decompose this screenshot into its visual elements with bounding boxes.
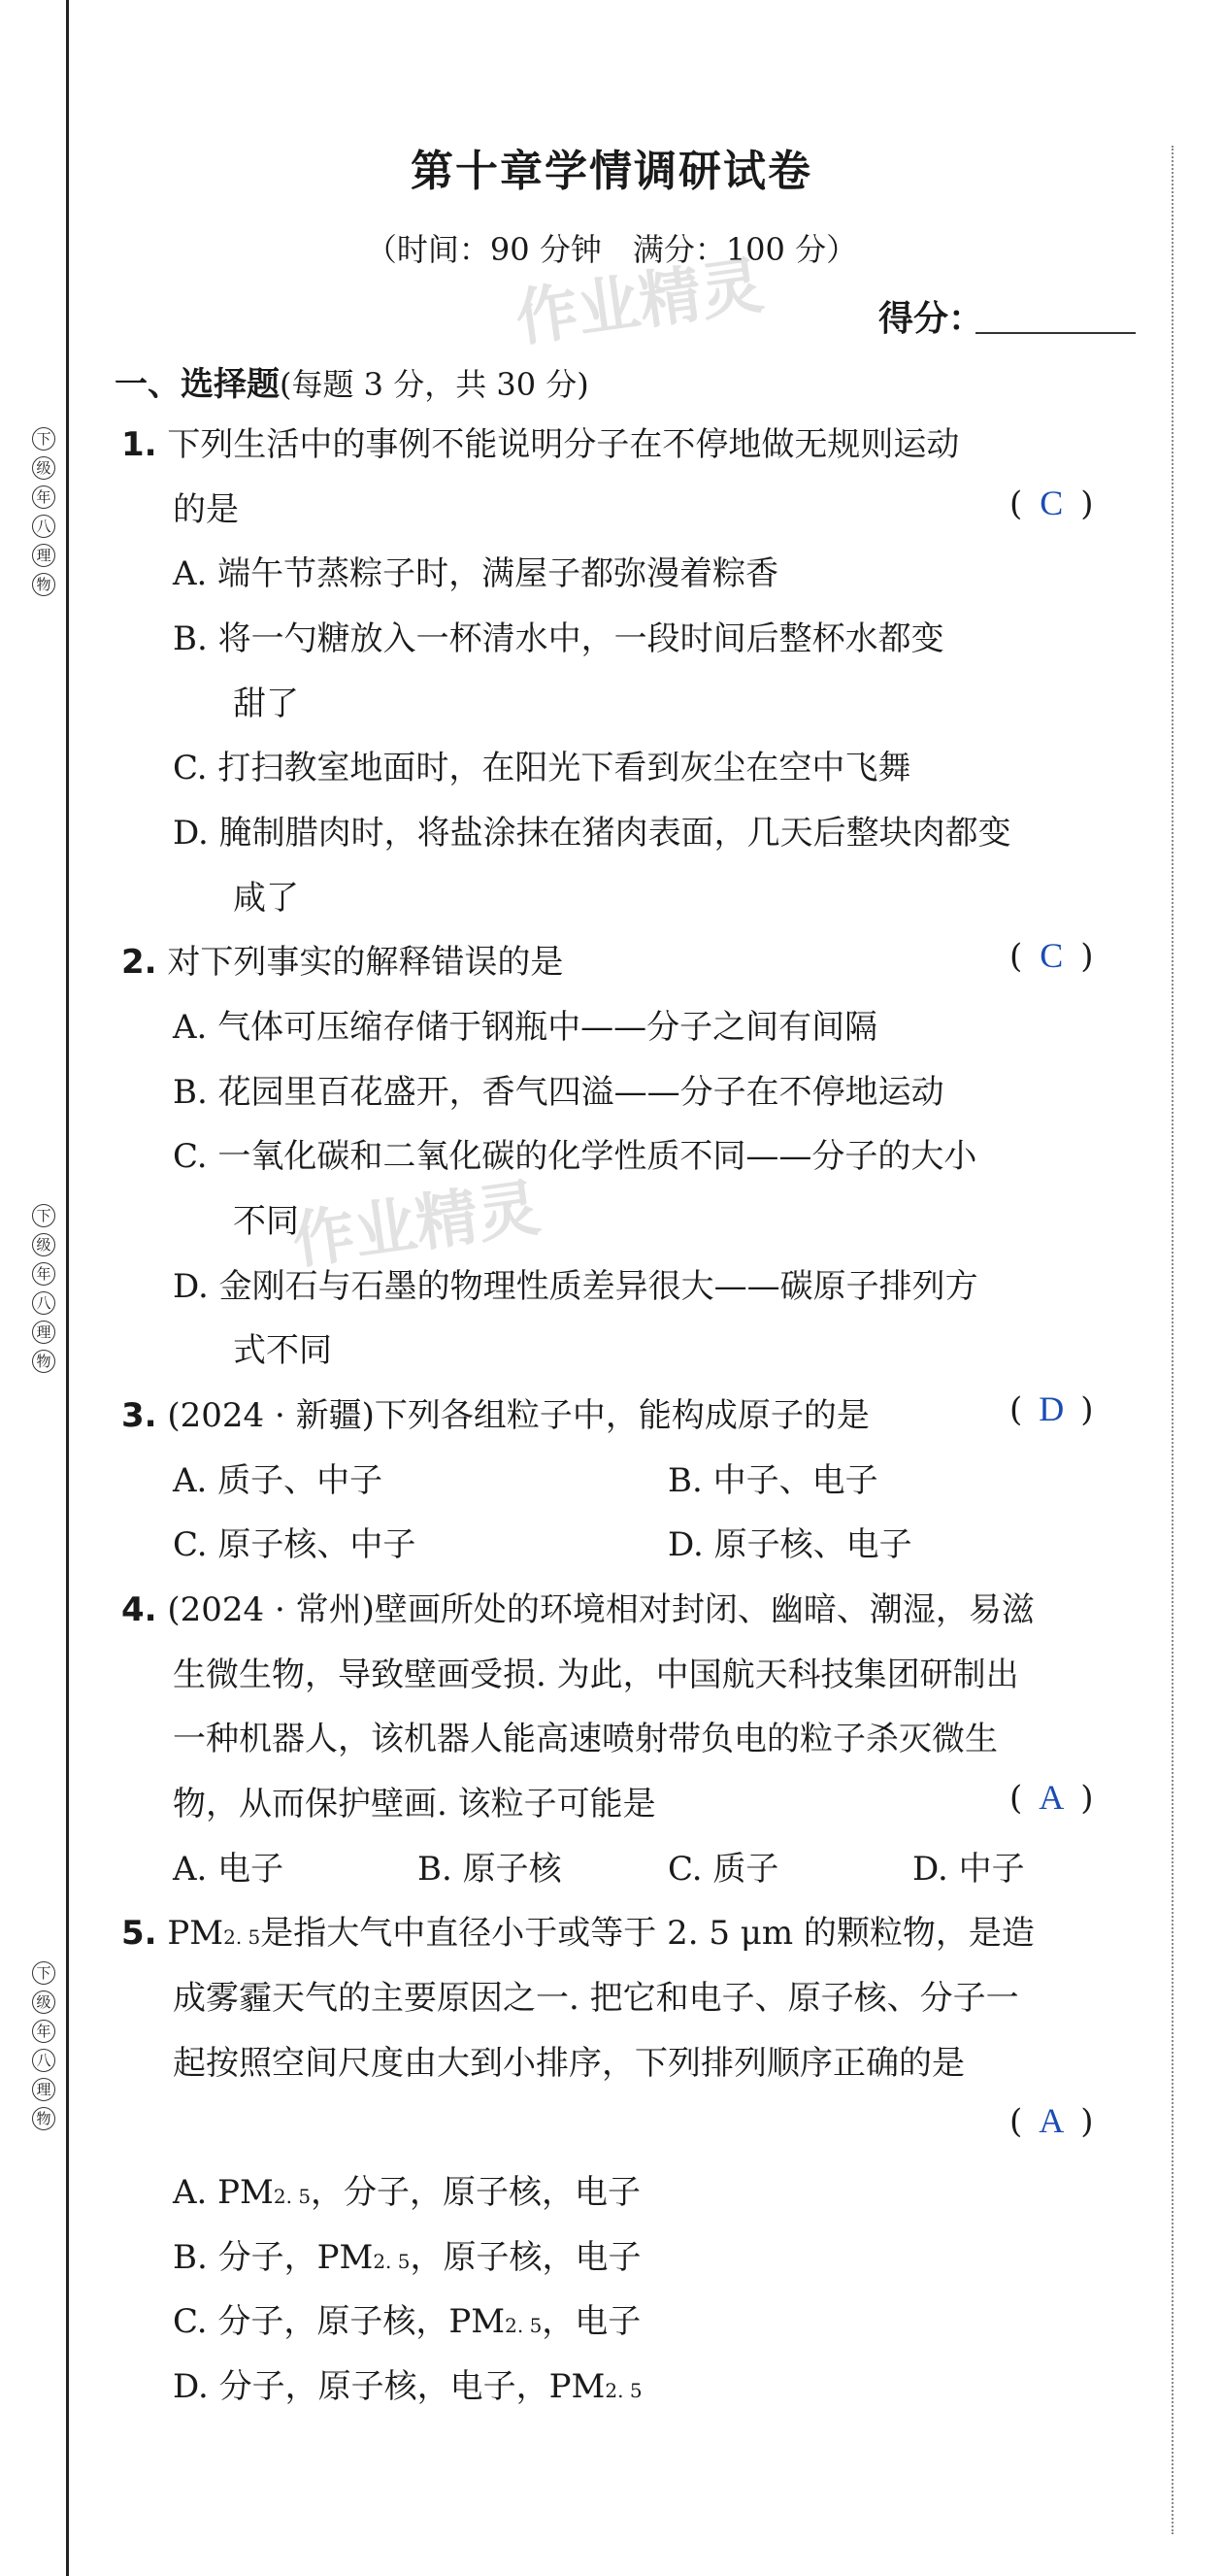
side-char: 下 — [32, 1961, 55, 1985]
question-number: 5. — [121, 1914, 157, 1953]
side-char: 级 — [32, 456, 55, 480]
side-char: 八 — [32, 2049, 55, 2072]
paren: ) — [1080, 1390, 1094, 1429]
side-char: 理 — [32, 544, 55, 567]
option: A. 质子、中子 — [173, 1461, 383, 1500]
option — [173, 2165, 641, 2213]
pm-symbol: PM — [316, 2238, 374, 2277]
stem-text: (2024 · 新疆)下列各组粒子中，能构成原子的是 — [167, 1396, 870, 1435]
side-char: 级 — [32, 1233, 55, 1256]
side-char: 物 — [32, 573, 55, 596]
score-blank[interactable] — [975, 332, 1136, 334]
option-text: B. 分子， — [173, 2238, 317, 2277]
side-char: 物 — [32, 2107, 55, 2130]
option: D. 中子 — [912, 1850, 1025, 1889]
option: B. 原子核 — [417, 1850, 562, 1889]
paren: ) — [1080, 485, 1094, 523]
paren: ( — [1009, 1779, 1023, 1818]
answer-letter: C — [1040, 936, 1064, 975]
question-number: 1. — [121, 425, 157, 464]
stem-text: 成雾霾天气的主要原因之一. 把它和电子、原子核、分子一 — [173, 1979, 1019, 2018]
option: D. 金刚石与石墨的物理性质差异很大——碳原子排列方 — [173, 1267, 978, 1306]
option-continued: 不同 — [233, 1202, 299, 1241]
answer-letter: A — [1039, 1778, 1065, 1817]
option-text: A. — [173, 2173, 218, 2212]
paren: ( — [1009, 937, 1023, 976]
pm-symbol: PM — [217, 2173, 274, 2212]
option: A. 气体可压缩存储于钢瓶中——分子之间有间隔 — [173, 1008, 878, 1047]
section-title: 一、选择题 — [115, 365, 280, 404]
answer-letter: C — [1040, 484, 1064, 522]
question-stem — [121, 1906, 1035, 1954]
watermark: 作业精灵 — [511, 250, 768, 356]
stem-text: 一种机器人，该机器人能高速喷射带负电的粒子杀灭微生 — [173, 1720, 998, 1758]
pm-subscript: 2. 5 — [223, 1925, 261, 1949]
answer-slot — [1009, 483, 1094, 523]
option-text: C. 分子，原子核， — [173, 2302, 449, 2341]
pm-subscript: 2. 5 — [505, 2314, 543, 2337]
question-stem — [121, 1583, 1035, 1630]
side-char: 理 — [32, 1321, 55, 1344]
pm-symbol: PM — [448, 2302, 506, 2341]
paren: ) — [1080, 937, 1094, 976]
section-note: (每题 3 分，共 30 分) — [280, 366, 589, 403]
answer-slot — [1009, 1777, 1094, 1818]
side-label-middle — [29, 1204, 58, 1373]
option: C. 一氧化碳和二氧化碳的化学性质不同——分子的大小 — [173, 1137, 977, 1176]
stem-text: 下列生活中的事例不能说明分子在不停地做无规则运动 — [167, 425, 960, 464]
option-continued: 式不同 — [233, 1331, 332, 1370]
pm-subscript: 2. 5 — [373, 2250, 411, 2273]
option: D. 原子核、电子 — [668, 1525, 912, 1564]
section-heading — [115, 357, 589, 405]
score-label: 得分： — [878, 299, 984, 339]
question-number: 2. — [121, 943, 157, 982]
answer-slot — [1009, 1388, 1094, 1429]
answer-slot — [1009, 2100, 1094, 2141]
cut-line — [1172, 146, 1173, 2534]
side-label-top — [29, 427, 58, 596]
side-char: 级 — [32, 1991, 55, 2014]
pm-symbol: PM — [548, 2367, 606, 2406]
option: B. 将一勺糖放入一杯清水中，一段时间后整杯水都变 — [173, 619, 944, 658]
stem-text: 的是 — [173, 490, 239, 529]
side-char: 年 — [32, 485, 55, 509]
side-char: 年 — [32, 2020, 55, 2043]
option — [173, 2294, 641, 2342]
side-char: 下 — [32, 1204, 55, 1227]
answer-slot — [1009, 935, 1094, 976]
option — [173, 2359, 643, 2407]
paren: ) — [1080, 2102, 1094, 2141]
question-stem — [121, 418, 959, 465]
question-stem — [121, 1388, 870, 1436]
paren: ( — [1009, 485, 1023, 523]
option-continued: 咸了 — [233, 879, 299, 918]
stem-text: (2024 · 常州)壁画所处的环境相对封闭、幽暗、潮湿，易滋 — [167, 1590, 1035, 1629]
question-number: 4. — [121, 1590, 157, 1629]
side-char: 八 — [32, 1291, 55, 1315]
option: C. 打扫教室地面时，在阳光下看到灰尘在空中飞舞 — [173, 749, 911, 787]
option-text: ，电子 — [542, 2302, 642, 2341]
option: D. 腌制腊肉时，将盐涂抹在猪肉表面，几天后整块肉都变 — [173, 814, 1011, 853]
stem-text: 物，从而保护壁画. 该粒子可能是 — [173, 1785, 656, 1823]
stem-text: 起按照空间尺度由大到小排序，下列排列顺序正确的是 — [173, 2044, 965, 2083]
pm-subscript: 2. 5 — [273, 2185, 312, 2208]
option: A. 电子 — [173, 1850, 284, 1889]
option: C. 原子核、中子 — [173, 1525, 416, 1564]
side-char: 八 — [32, 515, 55, 538]
side-char: 下 — [32, 427, 55, 451]
paren: ( — [1009, 2102, 1023, 2141]
side-char: 理 — [32, 2078, 55, 2101]
side-char: 物 — [32, 1350, 55, 1373]
option: B. 花园里百花盛开，香气四溢——分子在不停地运动 — [173, 1073, 944, 1112]
exam-title: 第十章学情调研试卷 — [411, 147, 812, 196]
question-number: 3. — [121, 1396, 157, 1435]
exam-subtitle: （时间：90 分钟 满分：100 分） — [365, 231, 858, 268]
paren: ( — [1009, 1390, 1023, 1429]
stem-text: 生微生物，导致壁画受损. 为此，中国航天科技集团研制出 — [173, 1656, 1019, 1694]
pm-subscript: 2. 5 — [605, 2379, 643, 2402]
option: C. 质子 — [668, 1850, 779, 1889]
option-text: ，原子核，电子 — [410, 2238, 642, 2277]
option-text: ，分子，原子核，电子 — [311, 2173, 642, 2212]
paren: ) — [1080, 1779, 1094, 1818]
option: A. 端午节蒸粽子时，满屋子都弥漫着粽香 — [173, 554, 779, 593]
side-char: 年 — [32, 1262, 55, 1286]
watermark: 作业精灵 — [287, 1172, 545, 1279]
answer-letter: A — [1039, 2101, 1065, 2140]
side-label-bottom — [29, 1961, 58, 2130]
option-continued: 甜了 — [233, 685, 299, 723]
answer-letter: D — [1039, 1389, 1065, 1428]
option — [173, 2230, 641, 2278]
option: B. 中子、电子 — [668, 1461, 878, 1500]
stem-text: 对下列事实的解释错误的是 — [167, 943, 564, 982]
question-stem — [121, 935, 563, 983]
option-text: D. 分子，原子核，电子， — [173, 2367, 549, 2406]
pm-symbol: PM — [167, 1914, 224, 1953]
stem-text: 是指大气中直径小于或等于 2. 5 μm 的颗粒物，是造 — [260, 1914, 1035, 1953]
binding-line — [66, 0, 69, 2576]
